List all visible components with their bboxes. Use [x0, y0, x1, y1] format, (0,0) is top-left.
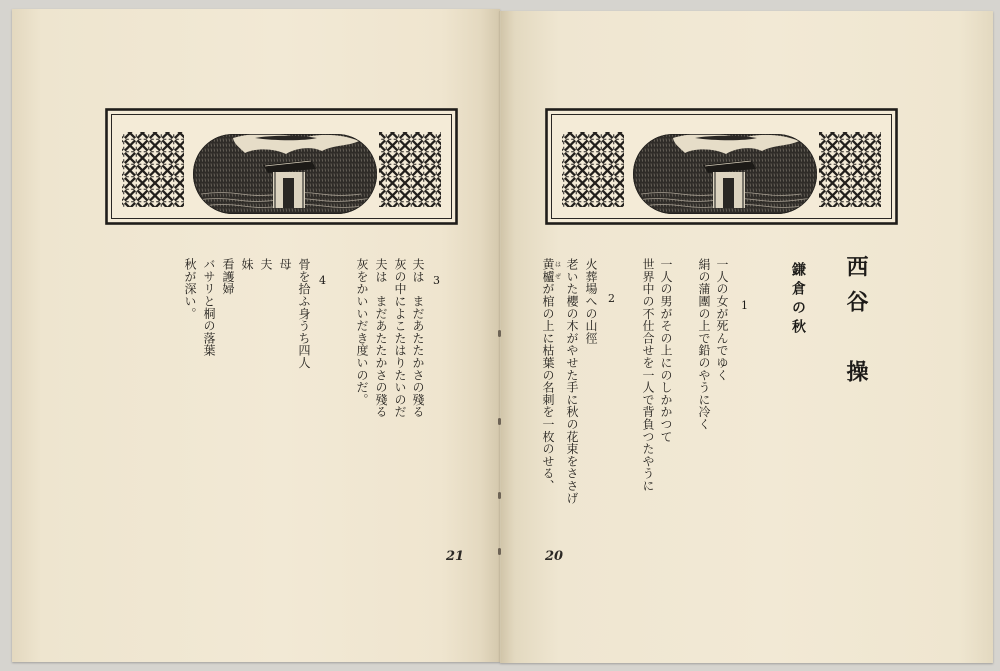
binding-stitch [498, 418, 501, 425]
poem-line: 灰の中によこたはりたいのだ [393, 258, 407, 418]
header-ornament-left [105, 108, 458, 225]
poem-line: 灰をかいいだき度いのだ。 [355, 258, 369, 406]
poem-line: 骨を拾ふ身うち四人 [297, 258, 311, 369]
author-name: 西谷 操 [843, 255, 869, 395]
poem-line-rest: が棺の上に枯葉の名刺を一枚のせる、 [541, 282, 555, 492]
woodcut-ornament-icon [545, 108, 898, 225]
binding-stitch [498, 492, 501, 499]
binding-stitch [498, 330, 501, 337]
poem-line-with-ruby [541, 258, 561, 492]
ruby-reading: はぜ [553, 258, 561, 283]
poem-line: 絹の蒲團の上で鉛のやうに冷く [697, 258, 711, 431]
header-ornament-right [545, 108, 898, 225]
ruby-word [541, 258, 561, 283]
poem-line: 夫 [259, 258, 273, 271]
right-page [500, 11, 993, 663]
poem-line: 老いた櫻の木がやせた手に秋の花束をささげ [565, 258, 579, 504]
page-number-right: 20 [545, 549, 564, 564]
poem-title: 鎌倉の秋 [790, 262, 806, 338]
section-number-4: 4 [319, 274, 326, 287]
section-number-2: 2 [608, 292, 615, 305]
poem-line: 火葬場への山徑 [584, 258, 598, 345]
page-number-left: 21 [446, 549, 465, 564]
poem-line: 妹 [240, 258, 254, 271]
poem-line: 母 [278, 258, 292, 271]
poem-line: バサリと桐の落葉 [202, 258, 216, 357]
ruby-base: 黄櫨 [541, 258, 555, 283]
woodcut-ornament-icon [105, 108, 458, 225]
poem-line: 世界中の不仕合せを一人で背負つたやうに [641, 258, 655, 492]
poem-line: 一人の女が死んでゆく [715, 258, 729, 381]
section-number-3: 3 [433, 274, 440, 287]
poem-line: 看護婦 [221, 258, 235, 295]
binding-stitch [498, 548, 501, 555]
section-number-1: 1 [741, 299, 748, 312]
poem-line: 夫は まだあたたかさの殘る [374, 258, 388, 418]
poem-line: 夫は まだあたたかさの殘る [411, 258, 425, 418]
left-page [12, 9, 500, 662]
poem-line: 秋が深い。 [183, 258, 197, 320]
poem-line: 一人の男がその上にのしかかつて [659, 258, 673, 443]
